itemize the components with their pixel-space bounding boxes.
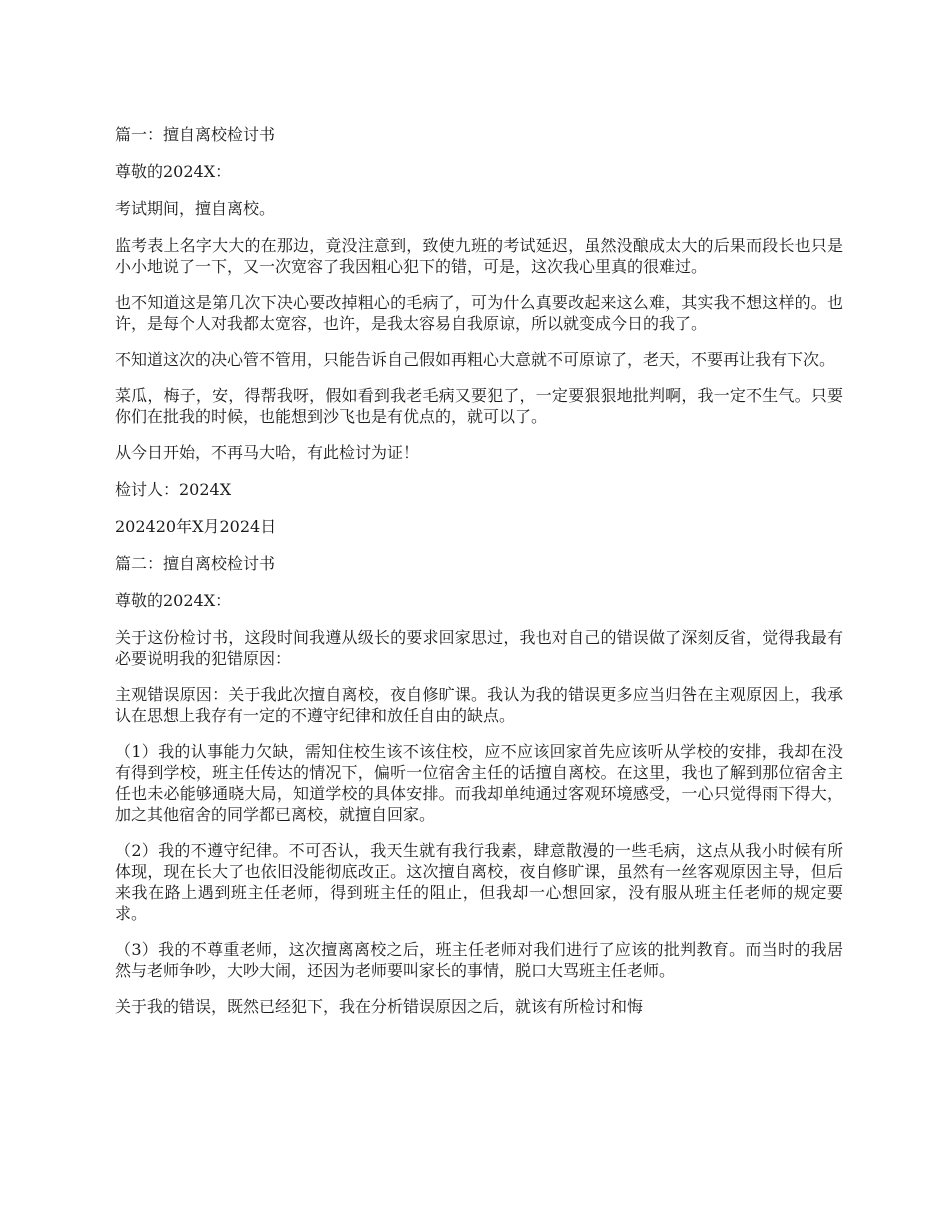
paragraph-7: 关于这份检讨书，这段时间我遵从级长的要求回家思过，我也对自己的错误做了深刻反省，觉得我最有必要说明我的犯错原因：: [115, 628, 843, 668]
paragraph-2: 监考表上名字大大的在那边，竟没注意到，致使九班的考试延迟，虽然没酿成太大的后果而段长也只是小小地说了一下，又一次宽容了我因粗心犯下的错，可是，这次我心里真的很难过。: [115, 236, 843, 276]
date-line: 202420年X月2024日: [115, 517, 277, 536]
document-body: [115, 124, 843, 1032]
salutation-2: 尊敬的2024X：: [115, 591, 232, 610]
paragraph-11: （3）我的不尊重老师，这次擅离离校之后，班主任老师对我们进行了应该的批判教育。而当时的我居然与老师争吵，大吵大闹，还因为老师要叫家长的事情，脱口大骂班主任老师。: [115, 940, 843, 980]
paragraph-6: 从今日开始，不再马大哈，有此检讨为证！: [115, 443, 420, 462]
paragraph-10: （2）我的不遵守纪律。不可否认，我天生就有我行我素，肆意散漫的一些毛病，这点从我小时候有所体现，现在长大了也依旧没能彻底改正。这次擅自离校，夜自修旷课，虽然有一丝客观原因主导，但后来我在路上遇到班主任老师，得到班主任的阻止，但我却一心想回家，没有服从班主任老师的规定要求。: [115, 841, 843, 923]
section-title-2: 篇二：擅自离校检讨书: [115, 554, 276, 573]
paragraph-8: 主观错误原因：关于我此次擅自离校，夜自修旷课。我认为我的错误更多应当归咎在主观原因上，我承认在思想上我存有一定的不遵守纪律和放任自由的缺点。: [115, 685, 843, 725]
paragraph-3: 也不知道这是第几次下决心要改掉粗心的毛病了，可为什么真要改起来这么难，其实我不想这样的。也许，是每个人对我都太宽容，也许，是我太容易自我原谅，所以就变成今日的我了。: [115, 293, 843, 333]
paragraph-4: 不知道这次的决心管不管用，只能告诉自己假如再粗心大意就不可原谅了，老天，不要再让我有下次。: [115, 350, 836, 369]
salutation-1: 尊敬的2024X：: [115, 162, 232, 181]
paragraph-5: 菜瓜，梅子，安，得帮我呀，假如看到我老毛病又要犯了，一定要狠狠地批判啊，我一定不生气。只要你们在批我的时候，也能想到沙飞也是有优点的，就可以了。: [115, 386, 843, 426]
paragraph-1: 考试期间，擅自离校。: [115, 199, 276, 218]
paragraph-12: 关于我的错误，既然已经犯下，我在分析错误原因之后，就该有所检讨和悔: [115, 997, 644, 1016]
section-title-1: 篇一：擅自离校检讨书: [115, 125, 276, 144]
signature: 检讨人：2024X: [115, 480, 232, 499]
paragraph-9: （1）我的认事能力欠缺，需知住校生该不该住校，应不应该回家首先应该听从学校的安排，我却在没有得到学校，班主任传达的情况下，偏听一位宿舍主任的话擅自离校。在这里，我也了解到那位宿舍主任也未必能够通晓大局，知道学校的具体安排。而我却单纯通过客观环境感受，一心只觉得雨下得大，加之其他宿舍的同学都已离校，就擅自回家。: [115, 742, 843, 824]
